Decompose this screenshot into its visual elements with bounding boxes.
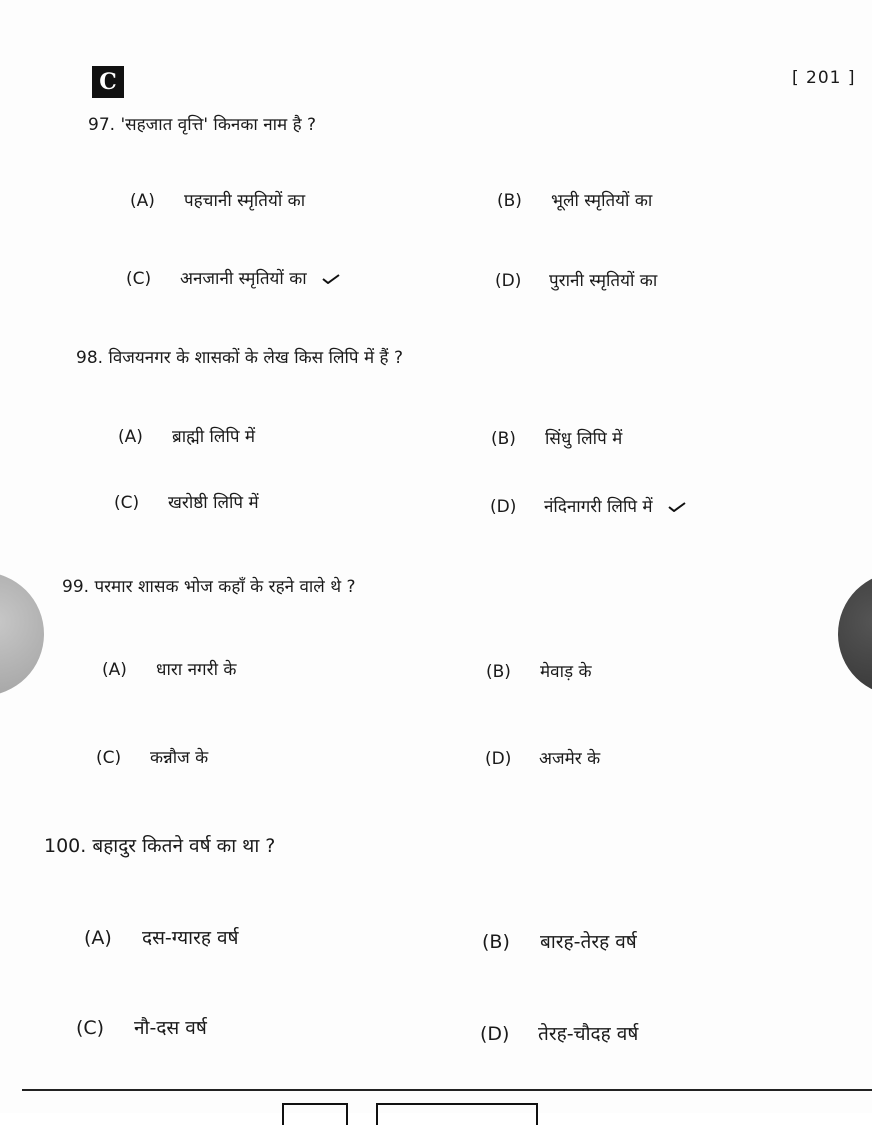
option-c[interactable]	[96, 745, 208, 768]
option-text: बारह-तेरह वर्ष	[540, 931, 637, 953]
checkmark-icon	[322, 274, 340, 284]
option-b[interactable]	[491, 426, 622, 449]
option-text: मेवाड़ के	[540, 662, 592, 682]
option-letter: (B)	[486, 662, 511, 682]
question-label: परमार शासक भोज कहाँ के रहने वाले थे ?	[94, 577, 356, 597]
option-letter: (C)	[114, 493, 140, 513]
option-text: नंदिनागरी लिपि में	[544, 497, 653, 517]
option-text: तेरह-चौदह वर्ष	[538, 1023, 639, 1045]
option-text: धारा नगरी के	[156, 660, 237, 680]
question-number: 100.	[44, 835, 87, 857]
question-text	[44, 832, 275, 858]
option-d[interactable]	[480, 1020, 638, 1046]
option-letter: (A)	[102, 660, 127, 680]
option-letter: (B)	[491, 429, 516, 449]
option-letter: (B)	[497, 191, 522, 211]
option-text: पहचानी स्मृतियों का	[184, 191, 306, 211]
punch-hole-right	[838, 572, 872, 696]
option-letter: (C)	[126, 269, 152, 289]
option-text: अजमेर के	[539, 749, 601, 769]
option-c[interactable]	[114, 490, 259, 513]
set-code-badge: C	[92, 66, 124, 98]
option-a[interactable]	[84, 924, 239, 950]
option-b[interactable]	[482, 928, 637, 954]
option-letter: (D)	[480, 1023, 510, 1045]
option-letter: (C)	[96, 748, 122, 768]
page-number: [ 201 ]	[792, 68, 856, 88]
option-b[interactable]	[486, 659, 592, 682]
option-letter: (C)	[76, 1017, 105, 1039]
option-text: भूली स्मृतियों का	[551, 191, 653, 211]
footer-code-box	[282, 1103, 348, 1125]
option-text: दस-ग्यारह वर्ष	[142, 927, 239, 949]
option-a[interactable]	[118, 424, 255, 447]
option-d[interactable]	[485, 746, 600, 769]
option-text: पुरानी स्मृतियों का	[549, 271, 658, 291]
footer-code-box	[376, 1103, 538, 1125]
option-d[interactable]	[495, 268, 657, 291]
question-label: विजयनगर के शासकों के लेख किस लिपि में हैं ?	[108, 348, 403, 368]
option-d[interactable]	[490, 494, 686, 517]
option-letter: (D)	[485, 749, 512, 769]
option-text: ब्राह्मी लिपि में	[172, 427, 256, 447]
option-letter: (A)	[118, 427, 143, 447]
option-letter: (D)	[495, 271, 522, 291]
option-letter: (A)	[130, 191, 155, 211]
question-number: 97.	[88, 115, 116, 135]
option-letter: (D)	[490, 497, 517, 517]
option-text: कन्नौज के	[150, 748, 209, 768]
question-text	[76, 345, 403, 368]
option-text: नौ-दस वर्ष	[134, 1017, 207, 1039]
option-b[interactable]	[497, 188, 652, 211]
punch-hole-left	[0, 572, 44, 696]
question-label: बहादुर कितने वर्ष का था ?	[92, 835, 276, 857]
question-label: 'सहजात वृत्ति' किनका नाम है ?	[120, 115, 317, 135]
option-letter: (B)	[482, 931, 510, 953]
option-text: अनजानी स्मृतियों का	[180, 269, 307, 289]
option-c[interactable]	[126, 266, 340, 289]
footer-divider	[22, 1089, 872, 1091]
option-c[interactable]	[76, 1014, 207, 1040]
question-text	[62, 574, 356, 597]
option-text: सिंधु लिपि में	[545, 429, 623, 449]
option-a[interactable]	[130, 188, 305, 211]
option-letter: (A)	[84, 927, 112, 949]
question-text	[88, 112, 316, 135]
checkmark-icon	[668, 502, 686, 512]
option-text: खरोष्ठी लिपि में	[168, 493, 259, 513]
option-a[interactable]	[102, 657, 236, 680]
question-number: 98.	[76, 348, 104, 368]
question-number: 99.	[62, 577, 90, 597]
